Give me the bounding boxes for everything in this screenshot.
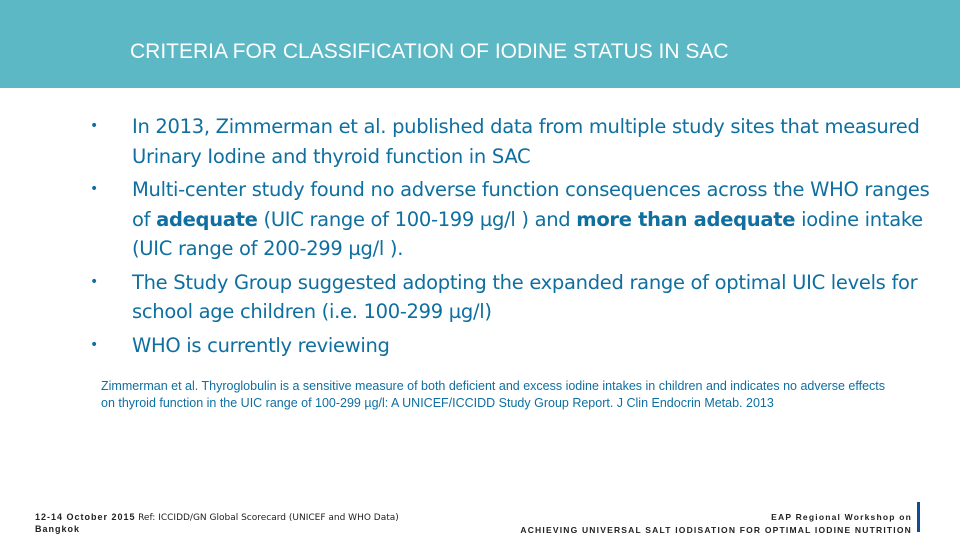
bullet-marker: • — [90, 336, 98, 353]
bullet-marker: • — [90, 118, 98, 134]
footer-source: Ref: ICCIDD/GN Global Scorecard (UNICEF and WHO Data) — [138, 513, 399, 523]
bullet-item — [90, 268, 930, 327]
bullet-text-part: Multi-center study found no adverse function consequences across the WHO ranges of — [132, 178, 930, 231]
bullet-item — [90, 175, 930, 264]
bullet-text-part: (UIC range of 100-199 µg/l ) and — [257, 207, 577, 231]
footer-left — [35, 512, 465, 535]
footer-dates: 12-14 October 2015 — [35, 512, 136, 522]
footer-workshop: EAP Regional Workshop on — [771, 512, 912, 522]
bullet-emphasis: adequate — [156, 207, 258, 231]
footer-right — [452, 511, 912, 537]
bullet-text: The Study Group suggested adopting the expanded range of optimal UIC levels for school age children (i.e. 100-299 µg/l) — [132, 270, 918, 323]
slide-title: CRITERIA FOR CLASSIFICATION OF IODINE STATUS IN SAC — [130, 40, 729, 63]
bullet-marker: • — [90, 181, 98, 197]
bullet-list — [90, 112, 930, 364]
bullet-item — [90, 112, 930, 171]
footer-city: Bangkok — [35, 524, 81, 534]
footer-workshop-title: ACHIEVING UNIVERSAL SALT IODISATION FOR OPTIMAL IODINE NUTRITION — [520, 525, 912, 535]
bullet-marker: • — [90, 273, 98, 290]
bullet-text: In 2013, Zimmerman et al. published data from multiple study sites that measured Urinary Iodine and thyroid function in SAC — [132, 115, 920, 168]
citation: Zimmerman et al. Thyroglobulin is a sensitive measure of both deficient and excess iodine intakes in children and indicates no adverse effects on thyroid function in the UIC range of 100-299 µg/l: A UNICEF/ICCIDD Study Group Report. J Clin Endocrin Metab. 2013 — [101, 379, 885, 410]
footer-accent-bar — [917, 502, 920, 532]
bullet-text: WHO is currently reviewing — [132, 333, 390, 357]
bullet-emphasis: more than adequate — [576, 207, 796, 231]
bullet-text-part: iodine intake (UIC range of 200-299 µg/l ). — [132, 207, 923, 260]
bullet-item — [90, 331, 930, 361]
